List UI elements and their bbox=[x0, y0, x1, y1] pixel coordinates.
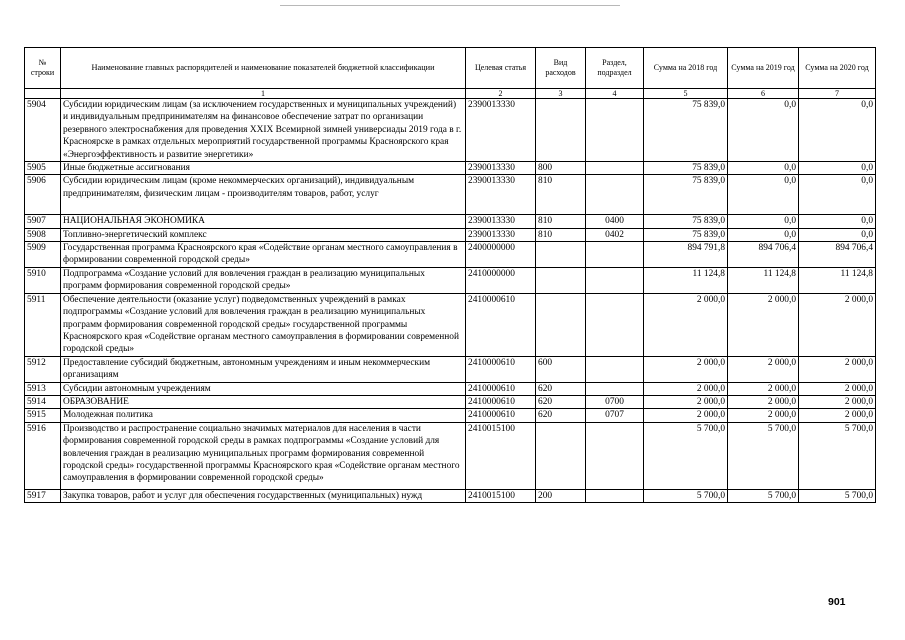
target-article-cell: 2390013330 bbox=[466, 215, 536, 228]
row-name-cell: ОБРАЗОВАНИЕ bbox=[61, 395, 466, 408]
row-number-cell: 5909 bbox=[25, 242, 61, 268]
row-number-cell: 5916 bbox=[25, 422, 61, 489]
target-article-cell: 2410000610 bbox=[466, 409, 536, 422]
column-number: 5 bbox=[644, 89, 728, 99]
expense-type-cell: 200 bbox=[536, 489, 586, 502]
table-row bbox=[25, 242, 876, 268]
row-number-cell: 5913 bbox=[25, 382, 61, 395]
budget-table bbox=[24, 47, 876, 503]
expense-type-cell: 600 bbox=[536, 356, 586, 382]
target-article-cell: 2410000610 bbox=[466, 382, 536, 395]
table-row bbox=[25, 162, 876, 175]
section-cell bbox=[586, 242, 644, 268]
header-sum-2019: Сумма на 2019 год bbox=[728, 48, 799, 89]
section-cell bbox=[586, 382, 644, 395]
target-article-cell: 2410015100 bbox=[466, 422, 536, 489]
table-row bbox=[25, 409, 876, 422]
column-number: 2 bbox=[466, 89, 536, 99]
sum-2020-cell: 0,0 bbox=[799, 162, 876, 175]
sum-2018-cell: 2 000,0 bbox=[644, 382, 728, 395]
sum-2019-cell: 0,0 bbox=[728, 215, 799, 228]
sum-2020-cell: 2 000,0 bbox=[799, 356, 876, 382]
section-cell bbox=[586, 293, 644, 356]
sum-2019-cell: 2 000,0 bbox=[728, 293, 799, 356]
row-number-cell: 5911 bbox=[25, 293, 61, 356]
row-number-cell: 5912 bbox=[25, 356, 61, 382]
table-row bbox=[25, 215, 876, 228]
sum-2019-cell: 894 706,4 bbox=[728, 242, 799, 268]
sum-2019-cell: 2 000,0 bbox=[728, 395, 799, 408]
section-cell bbox=[586, 162, 644, 175]
section-cell bbox=[586, 175, 644, 215]
row-number-cell: 5906 bbox=[25, 175, 61, 215]
sum-2019-cell: 2 000,0 bbox=[728, 409, 799, 422]
sum-2019-cell: 0,0 bbox=[728, 162, 799, 175]
row-name-cell: Предоставление субсидий бюджетным, автономным учреждениям и иным некоммерческим организациям bbox=[61, 356, 466, 382]
sum-2019-cell: 2 000,0 bbox=[728, 356, 799, 382]
sum-2020-cell: 0,0 bbox=[799, 228, 876, 241]
sum-2019-cell: 2 000,0 bbox=[728, 382, 799, 395]
row-number-cell: 5910 bbox=[25, 267, 61, 293]
sum-2018-cell: 2 000,0 bbox=[644, 409, 728, 422]
table-row bbox=[25, 293, 876, 356]
target-article-cell: 2400000000 bbox=[466, 242, 536, 268]
sum-2018-cell: 75 839,0 bbox=[644, 215, 728, 228]
row-name-cell: НАЦИОНАЛЬНАЯ ЭКОНОМИКА bbox=[61, 215, 466, 228]
row-number-cell: 5907 bbox=[25, 215, 61, 228]
sum-2018-cell: 11 124,8 bbox=[644, 267, 728, 293]
section-cell bbox=[586, 422, 644, 489]
sum-2019-cell: 5 700,0 bbox=[728, 489, 799, 502]
column-number: 4 bbox=[586, 89, 644, 99]
row-name-cell: Производство и распространение социально значимых материалов для населения в части формирования современной городской среды в рамках подпрограммы «Создание условий для вовлечения граждан в реализацию муниципальных программ формирования современной городской среды» государственной программы Красноярского края «Содействие органам местного самоуправления в формировании современной городской среды» bbox=[61, 422, 466, 489]
section-cell bbox=[586, 267, 644, 293]
header-sum-2020: Сумма на 2020 год bbox=[799, 48, 876, 89]
sum-2018-cell: 2 000,0 bbox=[644, 293, 728, 356]
sum-2020-cell: 0,0 bbox=[799, 175, 876, 215]
header-row bbox=[25, 48, 876, 89]
table-row bbox=[25, 99, 876, 162]
sum-2019-cell: 0,0 bbox=[728, 228, 799, 241]
expense-type-cell: 810 bbox=[536, 215, 586, 228]
expense-type-cell: 620 bbox=[536, 395, 586, 408]
table-row bbox=[25, 395, 876, 408]
sum-2018-cell: 2 000,0 bbox=[644, 395, 728, 408]
sum-2020-cell: 2 000,0 bbox=[799, 395, 876, 408]
sum-2020-cell: 2 000,0 bbox=[799, 409, 876, 422]
table-row bbox=[25, 382, 876, 395]
column-number: 3 bbox=[536, 89, 586, 99]
table-row bbox=[25, 489, 876, 502]
expense-type-cell: 620 bbox=[536, 382, 586, 395]
target-article-cell: 2410015100 bbox=[466, 489, 536, 502]
header-target-article: Целевая статья bbox=[466, 48, 536, 89]
target-article-cell: 2410000610 bbox=[466, 395, 536, 408]
column-number: 1 bbox=[61, 89, 466, 99]
expense-type-cell bbox=[536, 293, 586, 356]
row-number-cell: 5917 bbox=[25, 489, 61, 502]
sum-2018-cell: 75 839,0 bbox=[644, 162, 728, 175]
sum-2020-cell: 0,0 bbox=[799, 99, 876, 162]
row-number-cell: 5905 bbox=[25, 162, 61, 175]
target-article-cell: 2410000610 bbox=[466, 356, 536, 382]
sum-2018-cell: 5 700,0 bbox=[644, 489, 728, 502]
sum-2020-cell: 2 000,0 bbox=[799, 293, 876, 356]
column-number-blank bbox=[25, 89, 61, 99]
section-cell: 0402 bbox=[586, 228, 644, 241]
header-section: Раздел, подраздел bbox=[586, 48, 644, 89]
sum-2019-cell: 5 700,0 bbox=[728, 422, 799, 489]
row-number-cell: 5915 bbox=[25, 409, 61, 422]
row-name-cell: Закупка товаров, работ и услуг для обеспечения государственных (муниципальных) нужд bbox=[61, 489, 466, 502]
expense-type-cell: 810 bbox=[536, 175, 586, 215]
expense-type-cell: 620 bbox=[536, 409, 586, 422]
target-article-cell: 2390013330 bbox=[466, 162, 536, 175]
column-number-row bbox=[25, 89, 876, 99]
expense-type-cell bbox=[536, 242, 586, 268]
target-article-cell: 2410000000 bbox=[466, 267, 536, 293]
row-number-cell: 5914 bbox=[25, 395, 61, 408]
sum-2020-cell: 5 700,0 bbox=[799, 489, 876, 502]
target-article-cell: 2390013330 bbox=[466, 228, 536, 241]
header-name: Наименование главных распорядителей и наименование показателей бюджетной классификации bbox=[61, 48, 466, 89]
row-name-cell: Субсидии юридическим лицам (кроме некоммерческих организаций), индивидуальным предпринимателям, физическим лицам - производителям товаров, работ, услуг bbox=[61, 175, 466, 215]
table-row bbox=[25, 356, 876, 382]
row-name-cell: Подпрограмма «Создание условий для вовлечения граждан в реализацию муниципальных программ формирования современной городской среды» bbox=[61, 267, 466, 293]
target-article-cell: 2390013330 bbox=[466, 99, 536, 162]
sum-2019-cell: 0,0 bbox=[728, 175, 799, 215]
row-name-cell: Обеспечение деятельности (оказание услуг) подведомственных учреждений в рамках подпрограммы «Создание условий для вовлечения граждан в реализацию муниципальных программ формирования современной городской среды» государственной программы Красноярского края «Содействие органам местного самоуправления в формировании современной городской среды» bbox=[61, 293, 466, 356]
sum-2018-cell: 2 000,0 bbox=[644, 356, 728, 382]
row-name-cell: Субсидии юридическим лицам (за исключением государственных и муниципальных учреждений) и индивидуальным предпринимателям на финансовое обеспечение затрат по организации резервного электроснабжения для проведения XXIX Всемирной зимней универсиады 2019 года в г. Красноярске в рамках отдельных мероприятий государственной программы Красноярского края «Энергоэффективность и развитие энергетики» bbox=[61, 99, 466, 162]
expense-type-cell: 810 bbox=[536, 228, 586, 241]
row-name-cell: Молодежная политика bbox=[61, 409, 466, 422]
column-number: 6 bbox=[728, 89, 799, 99]
sum-2020-cell: 11 124,8 bbox=[799, 267, 876, 293]
sum-2018-cell: 5 700,0 bbox=[644, 422, 728, 489]
row-number-cell: 5908 bbox=[25, 228, 61, 241]
sum-2018-cell: 894 791,8 bbox=[644, 242, 728, 268]
row-name-cell: Топливно-энергетический комплекс bbox=[61, 228, 466, 241]
header-row-number: № строки bbox=[25, 48, 61, 89]
sum-2020-cell: 5 700,0 bbox=[799, 422, 876, 489]
table-row bbox=[25, 175, 876, 215]
section-cell: 0700 bbox=[586, 395, 644, 408]
row-name-cell: Иные бюджетные ассигнования bbox=[61, 162, 466, 175]
row-name-cell: Государственная программа Красноярского края «Содействие органам местного самоуправления в формировании современной городской среды» bbox=[61, 242, 466, 268]
section-cell bbox=[586, 489, 644, 502]
expense-type-cell bbox=[536, 422, 586, 489]
header-expense-type: Вид расходов bbox=[536, 48, 586, 89]
sum-2018-cell: 75 839,0 bbox=[644, 99, 728, 162]
table-row bbox=[25, 267, 876, 293]
section-cell: 0400 bbox=[586, 215, 644, 228]
row-number-cell: 5904 bbox=[25, 99, 61, 162]
sum-2019-cell: 11 124,8 bbox=[728, 267, 799, 293]
expense-type-cell: 800 bbox=[536, 162, 586, 175]
header-sum-2018: Сумма на 2018 год bbox=[644, 48, 728, 89]
row-name-cell: Субсидии автономным учреждениям bbox=[61, 382, 466, 395]
table-row bbox=[25, 228, 876, 241]
sum-2018-cell: 75 839,0 bbox=[644, 228, 728, 241]
sum-2020-cell: 894 706,4 bbox=[799, 242, 876, 268]
expense-type-cell bbox=[536, 99, 586, 162]
sum-2019-cell: 0,0 bbox=[728, 99, 799, 162]
top-rule bbox=[280, 5, 620, 6]
page-number: 901 bbox=[828, 596, 846, 608]
column-number: 7 bbox=[799, 89, 876, 99]
sum-2018-cell: 75 839,0 bbox=[644, 175, 728, 215]
section-cell: 0707 bbox=[586, 409, 644, 422]
target-article-cell: 2410000610 bbox=[466, 293, 536, 356]
target-article-cell: 2390013330 bbox=[466, 175, 536, 215]
section-cell bbox=[586, 99, 644, 162]
table-row bbox=[25, 422, 876, 489]
sum-2020-cell: 2 000,0 bbox=[799, 382, 876, 395]
expense-type-cell bbox=[536, 267, 586, 293]
sum-2020-cell: 0,0 bbox=[799, 215, 876, 228]
section-cell bbox=[586, 356, 644, 382]
